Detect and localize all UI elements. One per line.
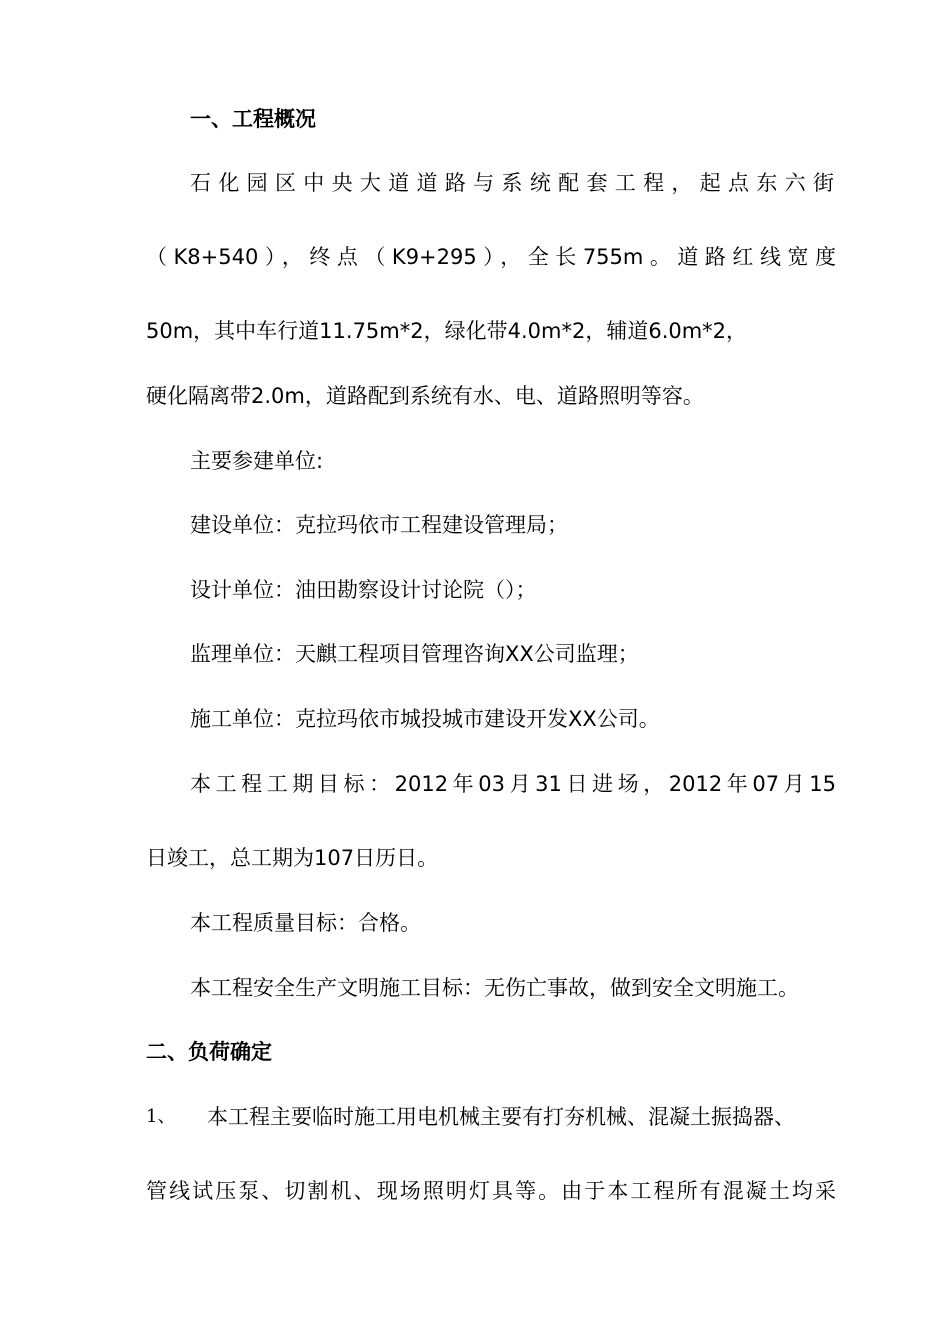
quality-goal: 本工程质量目标：合格。 (190, 911, 421, 935)
load-line-1: 本工程主要临时施工用电机械主要有打夯机械、混凝土振捣器、 (207, 1105, 795, 1129)
supervision-unit: 监理单位：天麒工程项目管理咨询XX公司监理； (190, 642, 639, 666)
overview-line-3: 50m，其中车行道11.75m*2，绿化带4.0m*2，辅道6.0m*2， (146, 319, 748, 343)
section-heading-overview: 一、工程概况 (190, 107, 316, 131)
construction-unit: 建设单位：克拉玛依市工程建设管理局； (190, 513, 568, 537)
item-number: 1、 (146, 1106, 176, 1127)
contractor-unit: 施工单位：克拉玛依市城投城市建设开发XX公司。 (190, 707, 660, 731)
overview-line-4: 硬化隔离带2.0m，道路配到系统有水、电、道路照明等容。 (146, 384, 704, 408)
overview-line-2: （K8+540），终点（K9+295），全长755m。道路红线宽度 (146, 245, 836, 269)
participants-title: 主要参建单位: (190, 449, 324, 473)
overview-line-1: 石化园区中央大道道路与系统配套工程，起点东六街 (190, 171, 836, 195)
section-heading-load: 二、负荷确定 (146, 1040, 272, 1064)
load-line-2: 管线试压泵、切割机、现场照明灯具等。由于本工程所有混凝土均采 (146, 1179, 836, 1203)
safety-goal: 本工程安全生产文明施工目标：无伤亡事故，做到安全文明施工。 (190, 976, 799, 1000)
design-unit: 设计单位：油田勘察设计讨论院（）； (190, 578, 537, 602)
schedule-line-1: 本工程工期目标：2012年03月31日进场，2012年07月15 (190, 772, 836, 796)
schedule-line-2: 日竣工，总工期为107日历日。 (146, 846, 439, 870)
